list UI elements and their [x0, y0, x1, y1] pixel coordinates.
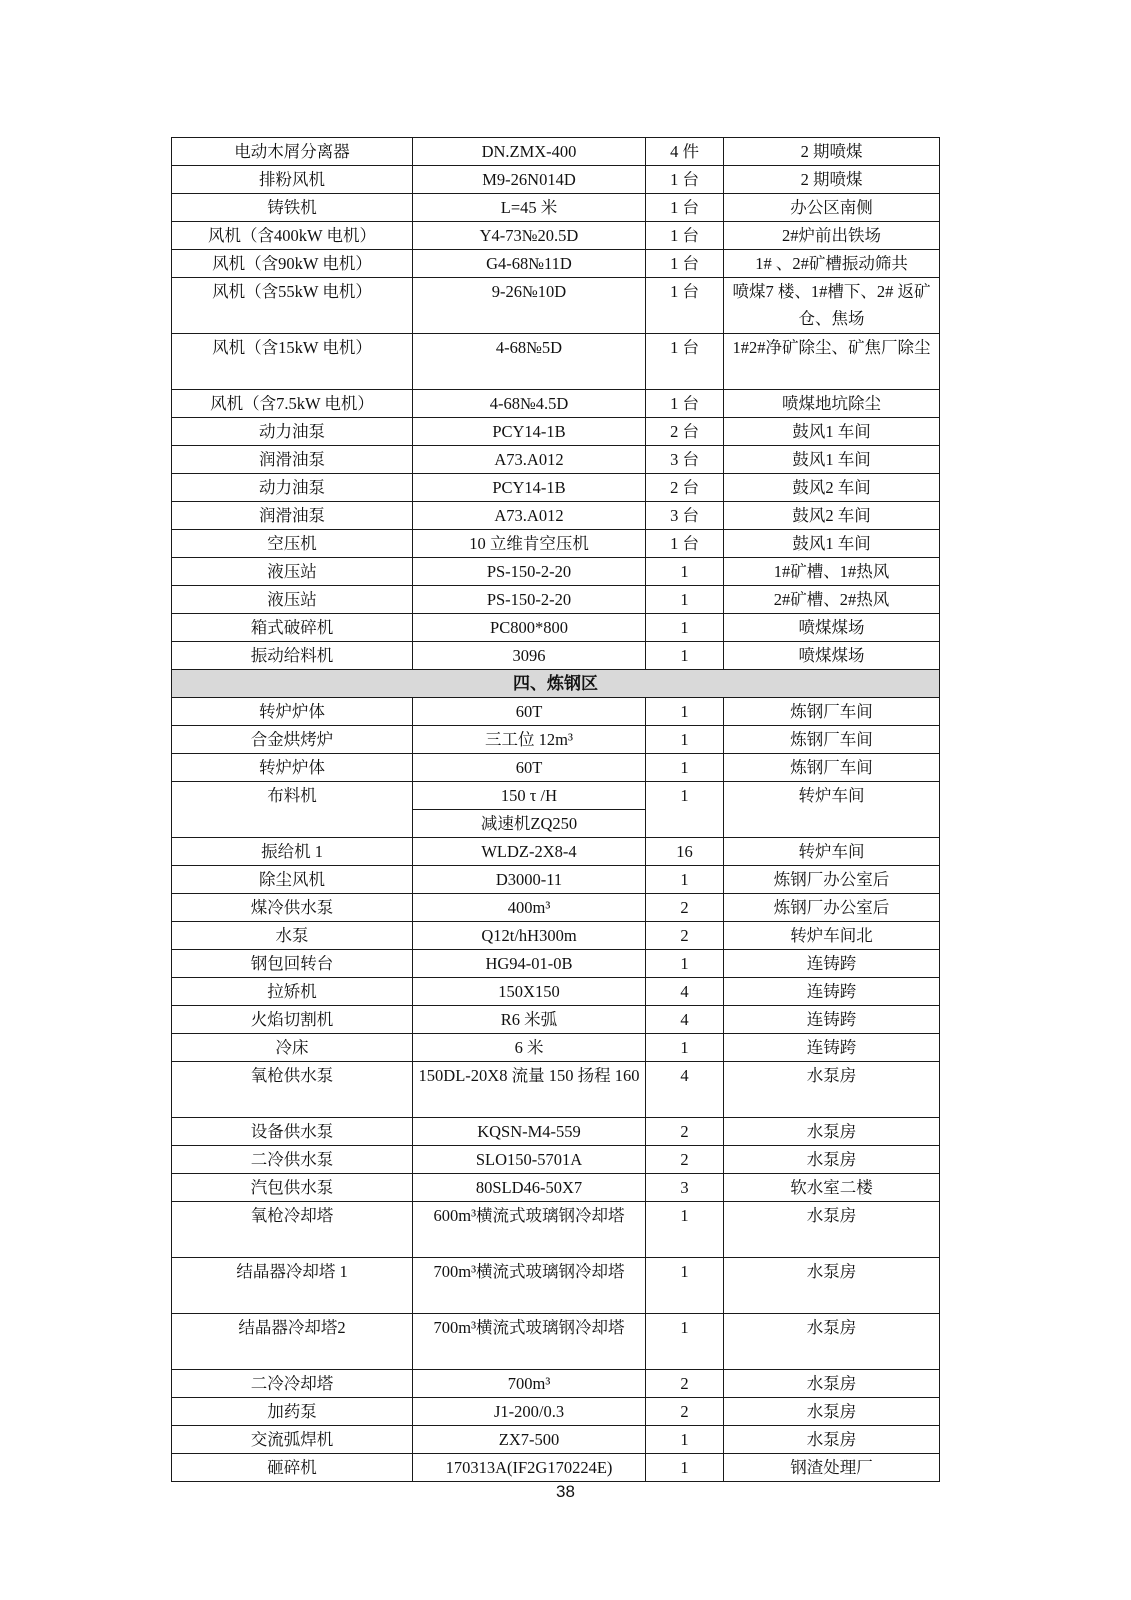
quantity-cell: 4 [646, 978, 724, 1006]
quantity-cell: 2 [646, 1370, 724, 1398]
model-cell: D3000-11 [413, 866, 646, 894]
quantity-cell: 1 [646, 558, 724, 586]
table-row [172, 782, 940, 810]
equipment-table-body [172, 138, 940, 1482]
equipment-name-cell: 钢包回转台 [172, 950, 413, 978]
table-row [172, 1426, 940, 1454]
model-cell: 60T [413, 754, 646, 782]
location-cell: 鼓风1 车间 [724, 418, 940, 446]
equipment-name-cell: 铸铁机 [172, 194, 413, 222]
location-cell: 鼓风1 车间 [724, 530, 940, 558]
equipment-name-cell: 箱式破碎机 [172, 614, 413, 642]
equipment-name-cell: 加药泵 [172, 1398, 413, 1426]
model-cell: 700m³横流式玻璃钢冷却塔 [413, 1258, 646, 1314]
model-cell: L=45 米 [413, 194, 646, 222]
location-cell: 鼓风2 车间 [724, 474, 940, 502]
quantity-cell: 1 [646, 1454, 724, 1482]
table-row [172, 250, 940, 278]
equipment-name-cell: 液压站 [172, 558, 413, 586]
equipment-name-cell: 二冷供水泵 [172, 1146, 413, 1174]
equipment-table [171, 137, 940, 1482]
quantity-cell: 2 台 [646, 474, 724, 502]
model-cell: DN.ZMX-400 [413, 138, 646, 166]
equipment-name-cell: 振动给料机 [172, 642, 413, 670]
quantity-cell: 1 [646, 1314, 724, 1370]
table-row [172, 726, 940, 754]
model-cell: A73.A012 [413, 446, 646, 474]
location-cell: 水泵房 [724, 1146, 940, 1174]
model-cell: G4-68№11D [413, 250, 646, 278]
table-row [172, 530, 940, 558]
quantity-cell: 1 台 [646, 166, 724, 194]
model-cell: 600m³横流式玻璃钢冷却塔 [413, 1202, 646, 1258]
quantity-cell: 1 台 [646, 530, 724, 558]
model-cell: 9-26№10D [413, 278, 646, 334]
equipment-name-cell: 排粉风机 [172, 166, 413, 194]
location-cell: 连铸跨 [724, 950, 940, 978]
model-cell: 150X150 [413, 978, 646, 1006]
model-cell: R6 米弧 [413, 1006, 646, 1034]
table-row [172, 1006, 940, 1034]
location-cell: 1#矿槽、1#热风 [724, 558, 940, 586]
table-row [172, 166, 940, 194]
quantity-cell: 3 [646, 1174, 724, 1202]
table-row [172, 754, 940, 782]
model-cell: 4-68№5D [413, 334, 646, 390]
equipment-name-cell: 润滑油泵 [172, 446, 413, 474]
location-cell: 炼钢厂车间 [724, 698, 940, 726]
model-cell: 700m³横流式玻璃钢冷却塔 [413, 1314, 646, 1370]
table-row [172, 950, 940, 978]
model-cell: 4-68№4.5D [413, 390, 646, 418]
quantity-cell: 1 [646, 726, 724, 754]
model-cell: 170313A(IF2G170224E) [413, 1454, 646, 1482]
location-cell: 连铸跨 [724, 978, 940, 1006]
quantity-cell: 1 [646, 866, 724, 894]
location-cell: 水泵房 [724, 1426, 940, 1454]
quantity-cell: 1 [646, 1258, 724, 1314]
model-cell: KQSN-M4-559 [413, 1118, 646, 1146]
equipment-name-cell: 风机（含15kW 电机） [172, 334, 413, 390]
location-cell: 水泵房 [724, 1202, 940, 1258]
quantity-cell: 4 [646, 1006, 724, 1034]
model-cell: 80SLD46-50X7 [413, 1174, 646, 1202]
location-cell: 喷煤煤场 [724, 614, 940, 642]
quantity-cell: 1 [646, 782, 724, 838]
equipment-name-cell: 风机（含55kW 电机） [172, 278, 413, 334]
model-cell: 700m³ [413, 1370, 646, 1398]
location-cell: 办公区南侧 [724, 194, 940, 222]
equipment-name-cell: 设备供水泵 [172, 1118, 413, 1146]
equipment-name-cell: 氧枪供水泵 [172, 1062, 413, 1118]
equipment-name-cell: 汽包供水泵 [172, 1174, 413, 1202]
table-row [172, 502, 940, 530]
quantity-cell: 1 [646, 1034, 724, 1062]
equipment-name-cell: 合金烘烤炉 [172, 726, 413, 754]
table-row [172, 474, 940, 502]
location-cell: 转炉车间 [724, 782, 940, 838]
section-header-title: 四、炼钢区 [172, 670, 940, 698]
quantity-cell: 2 [646, 922, 724, 950]
table-row [172, 1174, 940, 1202]
quantity-cell: 1 [646, 642, 724, 670]
table-row [172, 446, 940, 474]
table-row [172, 1454, 940, 1482]
location-cell: 炼钢厂办公室后 [724, 894, 940, 922]
model-cell-top: 150 τ /H [413, 782, 646, 810]
equipment-name-cell: 煤冷供水泵 [172, 894, 413, 922]
location-cell: 鼓风2 车间 [724, 502, 940, 530]
quantity-cell: 3 台 [646, 446, 724, 474]
quantity-cell: 1 [646, 1202, 724, 1258]
equipment-name-cell: 结晶器冷却塔 1 [172, 1258, 413, 1314]
model-cell: HG94-01-0B [413, 950, 646, 978]
model-cell: 3096 [413, 642, 646, 670]
quantity-cell: 4 件 [646, 138, 724, 166]
model-cell: 400m³ [413, 894, 646, 922]
location-cell: 转炉车间北 [724, 922, 940, 950]
model-cell: 10 立维肯空压机 [413, 530, 646, 558]
equipment-name-cell: 除尘风机 [172, 866, 413, 894]
model-cell: 三工位 12m³ [413, 726, 646, 754]
equipment-name-cell: 氧枪冷却塔 [172, 1202, 413, 1258]
table-row [172, 334, 940, 390]
table-row [172, 278, 940, 334]
quantity-cell: 1 [646, 698, 724, 726]
location-cell: 水泵房 [724, 1118, 940, 1146]
equipment-name-cell: 风机（含7.5kW 电机） [172, 390, 413, 418]
location-cell: 2#炉前出铁场 [724, 222, 940, 250]
equipment-name-cell: 布料机 [172, 782, 413, 838]
location-cell: 水泵房 [724, 1370, 940, 1398]
quantity-cell: 1 台 [646, 222, 724, 250]
quantity-cell: 1 [646, 1426, 724, 1454]
page-number: 38 [556, 1482, 575, 1501]
model-cell: Y4-73№20.5D [413, 222, 646, 250]
quantity-cell: 1 台 [646, 194, 724, 222]
location-cell: 水泵房 [724, 1398, 940, 1426]
quantity-cell: 1 台 [646, 390, 724, 418]
model-cell: A73.A012 [413, 502, 646, 530]
equipment-name-cell: 结晶器冷却塔2 [172, 1314, 413, 1370]
section-header-row [172, 670, 940, 698]
table-row [172, 838, 940, 866]
equipment-name-cell: 交流弧焊机 [172, 1426, 413, 1454]
table-row [172, 1314, 940, 1370]
table-row [172, 586, 940, 614]
equipment-name-cell: 振给机 1 [172, 838, 413, 866]
equipment-name-cell: 火焰切割机 [172, 1006, 413, 1034]
location-cell: 鼓风1 车间 [724, 446, 940, 474]
table-row [172, 922, 940, 950]
quantity-cell: 3 台 [646, 502, 724, 530]
quantity-cell: 2 [646, 1118, 724, 1146]
table-row [172, 1398, 940, 1426]
quantity-cell: 2 [646, 1398, 724, 1426]
quantity-cell: 1 [646, 614, 724, 642]
location-cell: 1# 、2#矿槽振动筛共 [724, 250, 940, 278]
table-row [172, 222, 940, 250]
quantity-cell: 1 [646, 950, 724, 978]
table-row [172, 1118, 940, 1146]
model-cell: PCY14-1B [413, 474, 646, 502]
quantity-cell: 2 台 [646, 418, 724, 446]
table-row [172, 614, 940, 642]
location-cell: 1#2#净矿除尘、矿焦厂除尘 [724, 334, 940, 390]
location-cell: 喷煤7 楼、1#槽下、2# 返矿仓、焦场 [724, 278, 940, 334]
model-cell: 6 米 [413, 1034, 646, 1062]
model-cell: PS-150-2-20 [413, 558, 646, 586]
quantity-cell: 1 台 [646, 250, 724, 278]
table-row [172, 390, 940, 418]
location-cell: 炼钢厂办公室后 [724, 866, 940, 894]
equipment-name-cell: 电动木屑分离器 [172, 138, 413, 166]
model-cell: PC800*800 [413, 614, 646, 642]
equipment-name-cell: 风机（含90kW 电机） [172, 250, 413, 278]
quantity-cell: 2 [646, 894, 724, 922]
location-cell: 喷煤地坑除尘 [724, 390, 940, 418]
table-row [172, 1034, 940, 1062]
location-cell: 连铸跨 [724, 1006, 940, 1034]
model-cell: SLO150-5701A [413, 1146, 646, 1174]
location-cell: 钢渣处理厂 [724, 1454, 940, 1482]
equipment-name-cell: 砸碎机 [172, 1454, 413, 1482]
quantity-cell: 1 [646, 754, 724, 782]
table-row [172, 978, 940, 1006]
table-row [172, 1202, 940, 1258]
quantity-cell: 4 [646, 1062, 724, 1118]
model-cell: ZX7-500 [413, 1426, 646, 1454]
equipment-name-cell: 转炉炉体 [172, 754, 413, 782]
location-cell: 水泵房 [724, 1062, 940, 1118]
model-cell-bottom: 减速机ZQ250 [413, 810, 646, 838]
equipment-name-cell: 冷床 [172, 1034, 413, 1062]
equipment-name-cell: 液压站 [172, 586, 413, 614]
location-cell: 转炉车间 [724, 838, 940, 866]
model-cell: 150DL-20X8 流量 150 扬程 160 [413, 1062, 646, 1118]
location-cell: 炼钢厂车间 [724, 754, 940, 782]
model-cell: M9-26N014D [413, 166, 646, 194]
table-row [172, 866, 940, 894]
model-cell: J1-200/0.3 [413, 1398, 646, 1426]
equipment-name-cell: 动力油泵 [172, 474, 413, 502]
table-row [172, 138, 940, 166]
table-row [172, 642, 940, 670]
table-row [172, 1062, 940, 1118]
equipment-name-cell: 动力油泵 [172, 418, 413, 446]
model-cell: PCY14-1B [413, 418, 646, 446]
location-cell: 连铸跨 [724, 1034, 940, 1062]
location-cell: 喷煤煤场 [724, 642, 940, 670]
equipment-name-cell: 水泵 [172, 922, 413, 950]
equipment-name-cell: 二冷冷却塔 [172, 1370, 413, 1398]
quantity-cell: 1 台 [646, 334, 724, 390]
location-cell: 2#矿槽、2#热风 [724, 586, 940, 614]
quantity-cell: 1 台 [646, 278, 724, 334]
location-cell: 软水室二楼 [724, 1174, 940, 1202]
table-row [172, 418, 940, 446]
table-row [172, 194, 940, 222]
equipment-name-cell: 转炉炉体 [172, 698, 413, 726]
table-row [172, 1370, 940, 1398]
location-cell: 水泵房 [724, 1258, 940, 1314]
equipment-name-cell: 风机（含400kW 电机） [172, 222, 413, 250]
model-cell: Q12t/hH300m [413, 922, 646, 950]
quantity-cell: 1 [646, 586, 724, 614]
location-cell: 水泵房 [724, 1314, 940, 1370]
table-row [172, 698, 940, 726]
equipment-name-cell: 拉矫机 [172, 978, 413, 1006]
equipment-name-cell: 润滑油泵 [172, 502, 413, 530]
model-cell: WLDZ-2X8-4 [413, 838, 646, 866]
table-row [172, 1146, 940, 1174]
location-cell: 2 期喷煤 [724, 166, 940, 194]
quantity-cell: 2 [646, 1146, 724, 1174]
location-cell: 炼钢厂车间 [724, 726, 940, 754]
quantity-cell: 16 [646, 838, 724, 866]
model-cell: PS-150-2-20 [413, 586, 646, 614]
model-cell: 60T [413, 698, 646, 726]
table-row [172, 894, 940, 922]
table-row [172, 1258, 940, 1314]
table-row [172, 558, 940, 586]
equipment-name-cell: 空压机 [172, 530, 413, 558]
location-cell: 2 期喷煤 [724, 138, 940, 166]
